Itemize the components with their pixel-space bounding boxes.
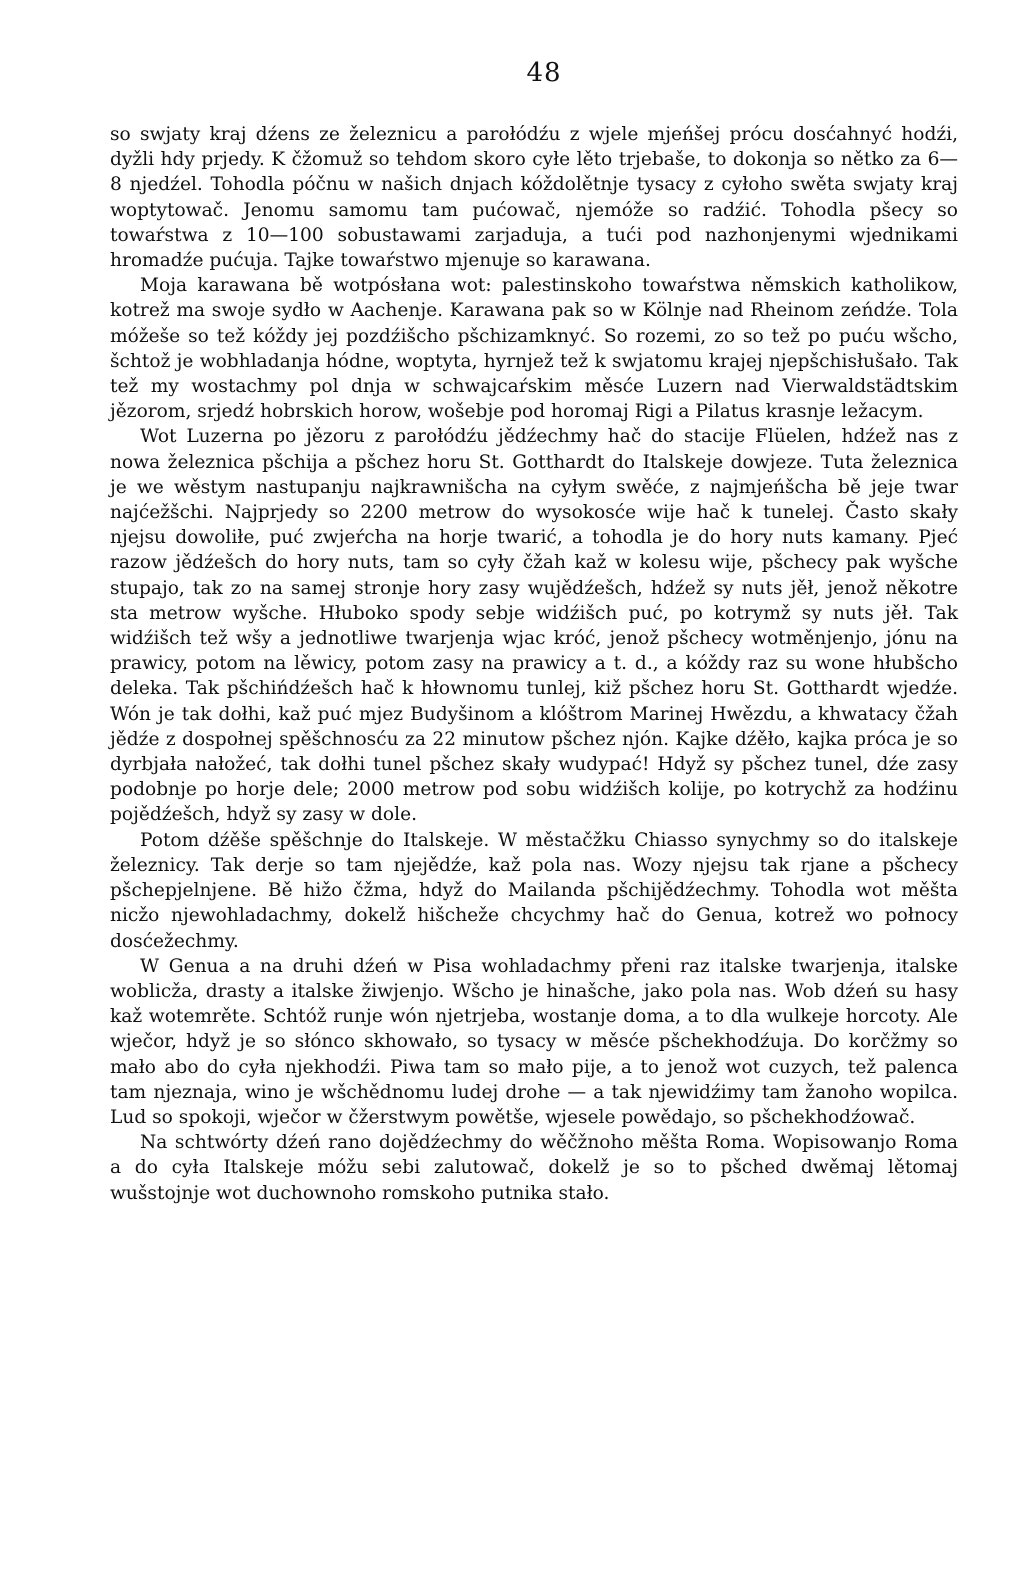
- page-number: 48: [526, 58, 562, 88]
- paragraph-5: W Genua a na druhi dźeń w Pisa wohladachmy přeni raz italske twarjenja, italske woblicža, drasty a italske žiwjenjo. Wšcho je hinašche, jako pola nas. Wob dźeń su hasy kaž wotemrěte. Schtóž runje wón njetrjeba, wostanje doma, a to dla wulkeje horcoty. Ale wječor, hdyž je so słónco skhowało, so tysacy w měsće pšchekhodźuja. Do korčžmy so mało abo do cyła njekhodźi. Piwa tam so mało pije, a to jenož wot cuzych, tež palenca tam njeznaja, wino je wšchědnomu ludej drohe — a tak njewidźimy tam žanoho wopilca. Lud so spokoji, wječor w čžerstwym powětše, wjesele powědajo, so pšchekhodźowač.: [110, 955, 958, 1128]
- paragraph-2: Moja karawana bě wotpósłana wot: palestinskoho towaŕstwa němskich katholikow, kotrež ma swoje sydło w Aachenje. Karawana pak so w Kölnje nad Rheinom zeńdźe. Tola móžeše so tež kóždy jej pozdźišcho pšchizamknyć. So rozemi, zo so tež po puću wšcho, šchtož je wobhladanja hódne, woptyta, hyrnjež tež k swjatomu krajej njepšchisłušało. Tak tež my wostachmy pol dnja w schwajcaŕskim měsće Luzern nad Vierwaldstädtskim jězorom, srjedź hobrskich horow, wošebje pod horomaj Rigi a Pilatus krasnje ležacym.: [110, 275, 958, 423]
- body-text: [110, 122, 958, 1206]
- paragraph-1: so swjaty kraj dźens ze železnicu a parołódźu z wjele mjeńšej prócu dosćahnyć hodźi, dyžli hdy prjedy. K čžomuž so tehdom skoro cyłe lěto trjebaše, to dokonja so nětko za 6—8 njedźel. Tohodla póčnu w našich dnjach kóždolětnje tysacy z cyłoho swěta swjaty kraj woptytowač. Jenomu samomu tam pućowač, njemóže so radźić. Tohodla pšecy so towaŕstwa z 10—100 sobustawami zarjaduja, a tući pod nazhonjenymi wjednikami hromadźe pućuja. Tajke towaŕstwo mjenuje so karawana.: [110, 124, 958, 272]
- paragraph-3: Wot Luzerna po jězoru z parołódźu jědźechmy hač do stacije Flüelen, hdźež nas z nowa železnica pšchija a pšchez horu St. Gotthardt do Italskeje dowjeze. Tuta železnica je we wěstym nastupanju najkrawnišcha na cyłym swěće, z najmjeńšcha bě jeje twar najćežšchi. Najprjedy so 2200 metrow do wysokosće wije hač k tunelej. Často skały njejsu dowoliłe, puć zwjeŕcha na horje twarić, a tohodla je do hory nuts kamany. Pjeć razow jědźešch do hory nuts, tam so cyły čžah kaž w kolesu wije, pšchecy pak wyšche stupajo, tak zo na samej stronje hory zasy wujědźešch, hdźež sy nuts jěł, jenož někotre sta metrow wyšche. Hłuboko spody sebje widźišch puć, po kotrymž sy nuts jěł. Tak widźišch tež wšy a jednotliwe twarjenja wjac króć, jenož pšchecy wotměnjenjo, jónu na prawicy, potom na lěwicy, potom zasy na prawicy a t. d., a kóždy raz su wone hłubšcho deleka. Tak pšchińdźešch hač k hłownomu tunlej, kiž pšchez horu St. Gotthardt wjedźe. Wón je tak dołhi, kaž puć mjez Budyšinom a klóštrom Marinej Hwězdu, a khwatacy čžah jědźe z dospołnej spěšchnosću za 22 minutow pšchez njón. Kajke dźěło, kajka próca je so dyrbjała nałožeć, tak dołhi tunel pšchez skały wudypać! Hdyž sy pšchez tunel, dźe zasy podobnje po horje dele; 2000 metrow pod sobu widźišch kolije, po kotrychž za hodźinu pojědźešch, hdyž sy zasy w dole.: [110, 426, 958, 826]
- paragraph-6: Na schtwórty dźeń rano dojědźechmy do wěčžnoho měšta Roma. Wopisowanjo Roma a do cyła Italskeje móžu sebi zalutowač, dokelž je so to pšched dwěmaj lětomaj wušstojnje wot duchownoho romskoho putnika stało.: [110, 1132, 958, 1204]
- paragraph-4: Potom dźěše spěšchnje do Italskeje. W městačžku Chiasso synychmy so do italskeje železnicy. Tak derje so tam njejědźe, kaž pola nas. Wozy njejsu tak rjane a pšchecy pšchepjelnjene. Bě hižo čžma, hdyž do Mailanda pšchijědźechmy. Tohodla wot měšta nicžo njewohladachmy, dokelž hišcheže chcychmy hač do Genua, kotrež wo połnocy dosćežechmy.: [110, 829, 958, 952]
